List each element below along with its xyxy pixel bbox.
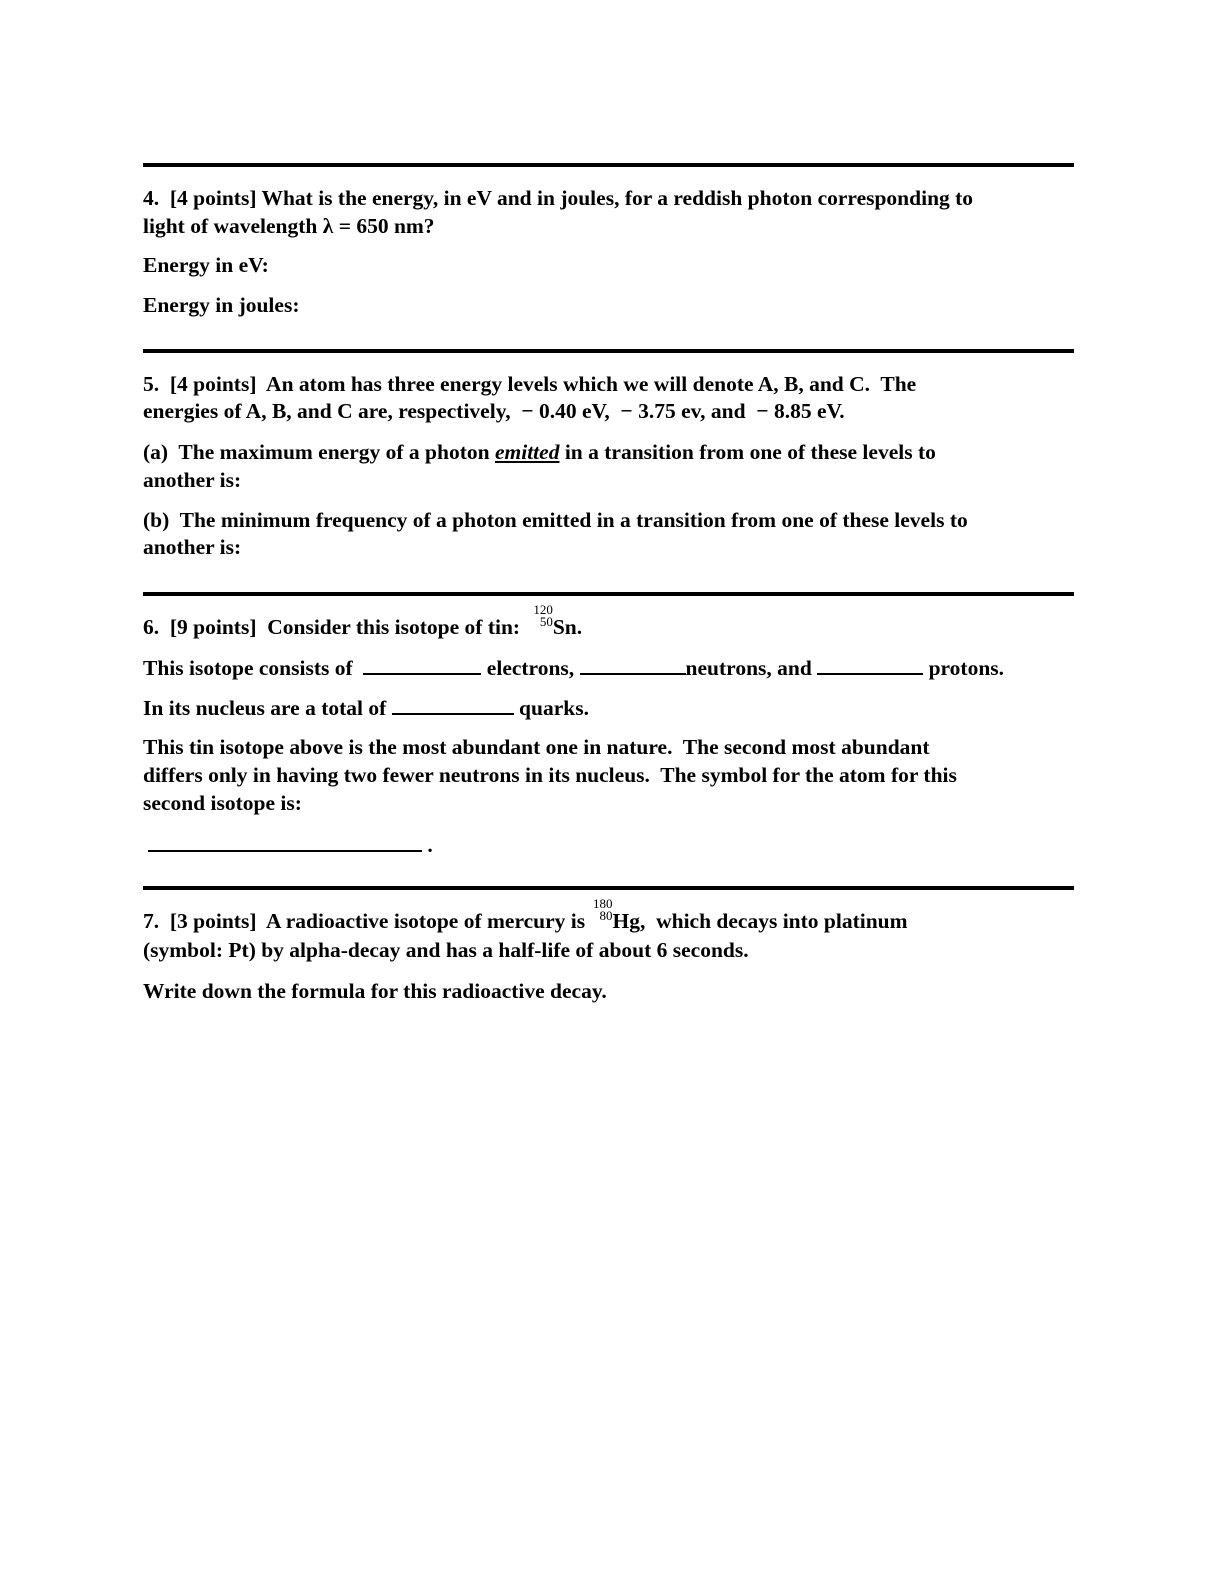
- q5-part-b: another is:: [143, 535, 242, 559]
- q7-text: (symbol: Pt) by alpha-decay and has a half-life of about 6 seconds.: [143, 938, 749, 962]
- text: .: [422, 833, 433, 857]
- q4-text: light of wavelength λ = 650 nm?: [143, 214, 435, 238]
- q5-part-a: [143, 439, 936, 465]
- text: Hg, which decays into platinum: [612, 909, 908, 933]
- atomic-number: 50: [539, 614, 553, 629]
- text: 6. [9 points] Consider this isotope of tin:: [143, 615, 531, 639]
- text: This isotope consists of: [143, 656, 364, 680]
- mass-number: 120: [533, 602, 553, 617]
- answer-blank[interactable]: [580, 655, 686, 675]
- text: 7. [3 points] A radioactive isotope of mercury is: [143, 909, 591, 933]
- q7-text: Write down the formula for this radioactive decay.: [143, 979, 607, 1003]
- q5-text: 5. [4 points] An atom has three energy levels which we will denote A, B, and C. The: [143, 372, 917, 396]
- text: neutrons, and: [685, 656, 818, 680]
- answer-blank[interactable]: [817, 655, 923, 675]
- section-divider: [143, 886, 1074, 890]
- text: quarks.: [513, 696, 589, 720]
- q5-part-a: another is:: [143, 468, 242, 492]
- text: (a) The maximum energy of a photon: [143, 440, 495, 464]
- section-divider: [143, 592, 1074, 596]
- text: In its nucleus are a total of: [143, 696, 392, 720]
- answer-blank[interactable]: [363, 655, 481, 675]
- q4-text: 4. [4 points] What is the energy, in eV and in joules, for a reddish photon corresponding to: [143, 186, 974, 210]
- q6-counts: [143, 655, 1004, 681]
- mass-number: 180: [592, 896, 613, 911]
- q5-text: energies of A, B, and C are, respectively, − 0.40 eV, − 3.75 ev, and − 8.85 eV.: [143, 399, 845, 423]
- q4-joules-label: Energy in joules:: [143, 293, 300, 317]
- q6-text: [143, 602, 583, 640]
- text: protons.: [923, 656, 1005, 680]
- q5-part-b: (b) The minimum frequency of a photon emitted in a transition from one of these levels to: [143, 508, 968, 532]
- q6-text: This tin isotope above is the most abundant one in nature. The second most abundant: [143, 735, 930, 759]
- atomic-number: 80: [599, 908, 613, 923]
- q6-text: differs only in having two fewer neutrons in its nucleus. The symbol for the atom for this: [143, 763, 957, 787]
- q7-text: [143, 896, 908, 934]
- answer-blank[interactable]: [392, 695, 514, 715]
- isotope-notation: [590, 896, 613, 928]
- q6-symbol-answer: [148, 832, 433, 858]
- q6-text: second isotope is:: [143, 791, 302, 815]
- text: in a transition from one of these levels to: [559, 440, 936, 464]
- isotope-notation: [531, 602, 553, 634]
- section-divider: [143, 163, 1074, 167]
- section-divider: [143, 349, 1074, 353]
- element-symbol: Sn.: [552, 615, 583, 639]
- q6-quarks: [143, 695, 589, 721]
- emphasis-text: emitted: [494, 440, 560, 464]
- answer-blank[interactable]: [148, 832, 422, 852]
- q4-ev-label: Energy in eV:: [143, 253, 269, 277]
- text: electrons,: [481, 656, 580, 680]
